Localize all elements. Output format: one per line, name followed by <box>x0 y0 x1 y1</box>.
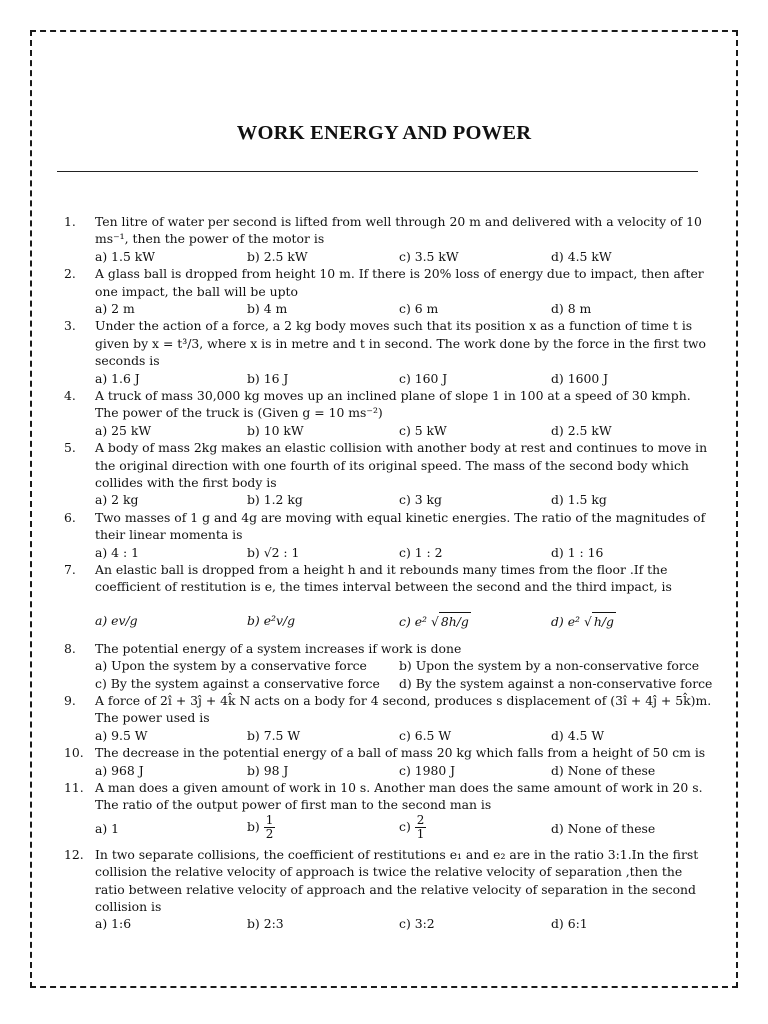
option-d[interactable]: d) By the system against a non-conservative force <box>399 675 713 691</box>
option-a[interactable]: a) 4 : 1 <box>95 544 139 560</box>
option-b[interactable]: b) 1.2 kg <box>247 492 303 508</box>
option-c-label: c) e² <box>399 613 428 629</box>
option-c[interactable] <box>399 612 471 630</box>
option-c[interactable]: c) 3 kg <box>399 492 442 508</box>
option-c[interactable]: c) By the system against a conservative force <box>95 675 380 691</box>
options-row <box>95 491 712 508</box>
question-number: 9. <box>64 693 76 709</box>
question-text: A man does a given amount of work in 10 s. Another man does the same amount of work in 20 s. The ratio of the output power of first man to the second man is <box>95 780 703 813</box>
options-row <box>95 727 712 744</box>
question-5 <box>64 439 712 509</box>
options-row <box>95 544 712 561</box>
option-b[interactable]: b) 2:3 <box>247 916 284 932</box>
question-text: Under the action of a force, a 2 kg body moves such that its position x as a function of time t is given by x = t³/3, where x is in metre and t in second. The work done by the force in the first two seconds is <box>95 318 706 369</box>
option-d[interactable]: d) 8 m <box>551 301 592 317</box>
denominator: 1 <box>416 826 425 841</box>
option-c-radicand: 8h/g <box>440 613 469 629</box>
option-c-label: c) <box>399 818 411 834</box>
option-c[interactable]: c) 160 J <box>399 370 448 386</box>
option-a[interactable]: a) 1 <box>95 820 120 836</box>
option-c[interactable]: c) 1 : 2 <box>399 544 443 560</box>
option-c[interactable] <box>399 814 426 841</box>
option-d[interactable]: d) 1600 J <box>551 370 609 386</box>
question-text: Ten litre of water per second is lifted from well through 20 m and delivered with a velocity of 10 ms⁻¹, then the power of the motor is <box>95 214 702 247</box>
question-3 <box>64 317 712 387</box>
question-text: The decrease in the potential energy of a ball of mass 20 kg which falls from a height of 50 cm is <box>95 745 706 761</box>
options-row <box>95 915 712 932</box>
question-number: 1. <box>64 214 76 229</box>
option-d-radicand: h/g <box>593 613 614 629</box>
option-d[interactable] <box>551 612 616 630</box>
option-d[interactable]: d) None of these <box>551 762 656 778</box>
option-a[interactable]: a) 1:6 <box>95 916 132 932</box>
question-11 <box>64 779 712 846</box>
option-b-fraction <box>264 814 276 841</box>
sqrt-icon: √ <box>583 613 592 629</box>
option-b[interactable]: b) 2.5 kW <box>247 248 308 264</box>
option-b[interactable]: b) e²v/g <box>247 612 296 628</box>
question-text: The potential energy of a system increases if work is done <box>95 640 462 656</box>
options-row <box>95 248 712 265</box>
option-b[interactable]: b) Upon the system by a non-conservative force <box>399 658 700 674</box>
option-d[interactable]: d) None of these <box>551 820 656 836</box>
sqrt-icon: √ <box>430 613 439 629</box>
question-number: 6. <box>64 509 76 525</box>
option-c[interactable]: c) 3.5 kW <box>399 248 459 264</box>
question-text: A truck of mass 30,000 kg moves up an inclined plane of slope 1 in 100 at a speed of 30 kmph. The power of the truck is (Given g = 10 ms⁻²) <box>95 388 691 421</box>
option-d[interactable]: d) 2.5 kW <box>551 422 612 438</box>
option-b[interactable]: b) 4 m <box>247 301 288 317</box>
option-a[interactable]: a) 25 kW <box>95 422 152 438</box>
question-number: 4. <box>64 388 76 404</box>
option-d[interactable]: d) 4.5 kW <box>551 248 612 264</box>
question-text: A glass ball is dropped from height 10 m. If there is 20% loss of energy due to impact, then after one impact, the ball will be upto <box>95 266 704 299</box>
option-d[interactable]: d) 1.5 kg <box>551 492 607 508</box>
options-row <box>95 675 712 692</box>
question-12 <box>64 846 712 933</box>
options-row <box>95 422 712 439</box>
option-b[interactable]: b) 16 J <box>247 370 289 386</box>
question-text: A body of mass 2kg makes an elastic collision with another body at rest and continues to move in the original direction with one fourth of its original speed. The mass of the second body which collides with the first body is <box>95 440 708 491</box>
question-7 <box>64 561 712 640</box>
question-4 <box>64 387 712 439</box>
option-a[interactable]: a) Upon the system by a conservative force <box>95 658 367 674</box>
option-d-label: d) e² <box>551 613 581 629</box>
question-8 <box>64 640 712 692</box>
question-number: 8. <box>64 640 76 656</box>
option-a[interactable]: a) 2 m <box>95 301 135 317</box>
option-c-fraction <box>415 814 427 841</box>
option-d[interactable]: d) 6:1 <box>551 916 588 932</box>
option-d[interactable]: d) 1 : 16 <box>551 544 604 560</box>
denominator: 2 <box>265 826 274 841</box>
question-10 <box>64 744 712 779</box>
question-6 <box>64 509 712 561</box>
options-row <box>95 370 712 387</box>
option-a[interactable]: a) 2 kg <box>95 492 139 508</box>
option-a[interactable]: a) 1.6 J <box>95 370 140 386</box>
options-row <box>95 762 712 779</box>
options-row <box>95 814 712 846</box>
option-b-label: b) <box>247 818 260 834</box>
question-1 <box>64 213 712 265</box>
question-number: 2. <box>64 266 76 282</box>
option-b[interactable]: b) √2 : 1 <box>247 544 300 560</box>
question-2 <box>64 265 712 317</box>
question-number: 10. <box>64 745 84 761</box>
options-row <box>95 300 712 317</box>
question-list <box>64 213 712 933</box>
numerator: 2 <box>416 812 425 827</box>
option-c[interactable]: c) 5 kW <box>399 422 447 438</box>
option-a[interactable]: a) 1.5 kW <box>95 248 156 264</box>
numerator: 1 <box>265 812 274 827</box>
option-a[interactable]: a) ev/g <box>95 612 138 628</box>
question-number: 5. <box>64 440 76 456</box>
option-b[interactable] <box>247 814 275 841</box>
question-text: Two masses of 1 g and 4g are moving with equal kinetic energies. The ratio of the magnitudes of their linear momenta is <box>95 509 706 543</box>
option-c[interactable]: c) 3:2 <box>399 916 435 932</box>
option-d[interactable]: d) 4.5 W <box>551 727 605 743</box>
option-c[interactable]: c) 6 m <box>399 301 439 317</box>
question-number: 3. <box>64 318 76 334</box>
option-c[interactable]: c) 1980 J <box>399 762 456 778</box>
option-b[interactable]: b) 10 kW <box>247 422 304 438</box>
option-b[interactable]: b) 98 J <box>247 762 289 778</box>
question-text: In two separate collisions, the coefficient of restitutions e₁ and e₂ are in the ratio 3:1.In the first collision the relative velocity of approach is twice the relative velocity of separation ,then the ratio between relative velocity of approach and the relative velocity of separation in the second collision is <box>95 846 699 915</box>
question-number: 11. <box>64 780 84 796</box>
question-text: A force of 2î + 3ĵ + 4k̂ N acts on a body for 4 second, produces s displacement of (3î + 4ĵ + 5k̂)m. The power used is <box>95 693 712 726</box>
option-a[interactable]: a) 968 J <box>95 762 144 778</box>
options-row <box>95 657 712 674</box>
option-b[interactable]: b) 7.5 W <box>247 727 301 743</box>
question-text: An elastic ball is dropped from a height h and it rebounds many times from the floor .If the coefficient of restitution is e, the times interval between the second and the third impact, is <box>95 562 672 595</box>
option-c[interactable]: c) 6.5 W <box>399 727 452 743</box>
question-number: 12. <box>64 846 84 862</box>
question-9 <box>64 692 712 744</box>
question-number: 7. <box>64 562 76 578</box>
title-divider <box>57 171 698 172</box>
option-a[interactable]: a) 9.5 W <box>95 727 148 743</box>
page-title: WORK ENERGY AND POWER <box>236 122 532 144</box>
options-row <box>95 596 712 640</box>
